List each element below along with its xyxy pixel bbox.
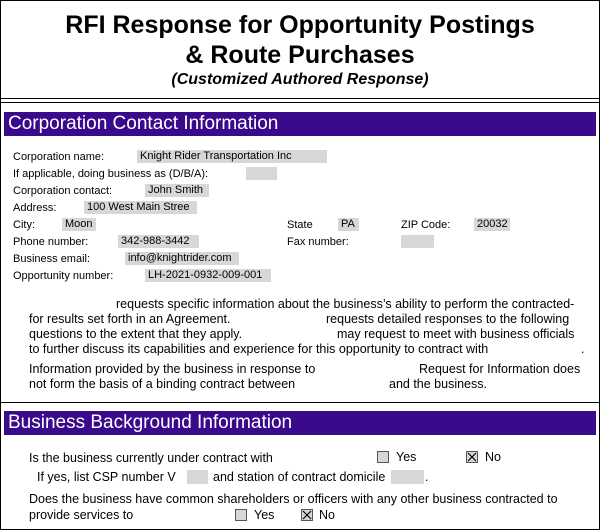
disclaimer-line-1a: Information provided by the business in response to xyxy=(29,362,316,376)
info-paragraph-line-1: requests specific information about the business’s ability to perform the contracted- xyxy=(116,297,575,311)
contract-question: Is the business currently under contract with xyxy=(29,451,273,465)
zip-field[interactable]: 20032 xyxy=(474,218,510,231)
form-title-line-2: & Route Purchases xyxy=(185,41,415,69)
csp-line-period: . xyxy=(425,470,429,484)
opportunity-label: Opportunity number: xyxy=(13,270,114,282)
info-paragraph-line-2b: requests detailed responses to the following xyxy=(326,312,570,326)
email-label: Business email: xyxy=(13,253,91,265)
info-paragraph-line-4a: to further discuss its capabilities and experience for this opportunity to contract with xyxy=(29,342,489,356)
corp-name-field[interactable]: Knight Rider Transportation Inc xyxy=(137,150,327,163)
contract-yes-label: Yes xyxy=(396,450,417,464)
contract-yes-checkbox[interactable] xyxy=(377,451,389,463)
phone-field[interactable]: 342-988-3442 xyxy=(118,235,199,248)
email-field[interactable]: info@knightrider.com xyxy=(125,252,239,265)
dba-field[interactable] xyxy=(246,167,277,180)
dba-label: If applicable, doing business as (D/B/A): xyxy=(13,168,209,180)
city-field[interactable]: Moon xyxy=(62,218,96,231)
phone-label: Phone number: xyxy=(13,236,89,248)
shareholders-yes-label: Yes xyxy=(254,508,275,522)
disclaimer-line-2a: not form the basis of a binding contract between xyxy=(29,377,296,391)
shareholders-yes-checkbox[interactable] xyxy=(235,509,247,521)
info-paragraph-line-2a: for results set forth in an Agreement. xyxy=(29,312,231,326)
corp-contact-label: Corporation contact: xyxy=(13,185,113,197)
disclaimer-line-2b: and the business. xyxy=(389,377,487,391)
opportunity-field[interactable]: LH-2021-0932-009-001 xyxy=(145,269,271,282)
section-divider xyxy=(1,402,599,403)
fax-field[interactable] xyxy=(401,235,434,248)
contract-no-label: No xyxy=(485,450,501,464)
state-label: State xyxy=(287,219,313,231)
station-domicile-field[interactable] xyxy=(391,470,424,484)
shareholders-no-checkbox[interactable] xyxy=(301,509,313,521)
fax-label: Fax number: xyxy=(287,236,349,248)
section-header-background: Business Background Information xyxy=(4,411,596,435)
info-paragraph-line-3b: may request to meet with business officials xyxy=(337,327,575,341)
header-divider-bottom xyxy=(1,102,599,103)
corp-name-label: Corporation name: xyxy=(13,151,105,163)
section-header-contact: Corporation Contact Information xyxy=(4,112,596,136)
header-divider-top xyxy=(1,98,599,99)
zip-label: ZIP Code: xyxy=(401,219,451,231)
check-x-icon xyxy=(467,452,477,462)
info-paragraph-line-3a: questions to the extent that they apply. xyxy=(29,327,243,341)
shareholders-question-line-2: provide services to xyxy=(29,508,134,522)
contract-no-checkbox[interactable] xyxy=(466,451,478,463)
corp-contact-field[interactable]: John Smith xyxy=(145,184,209,197)
form-title-line-1: RFI Response for Opportunity Postings xyxy=(65,11,535,39)
form-subtitle: (Customized Authored Response) xyxy=(171,71,429,88)
shareholders-question-line-1: Does the business have common shareholders or officers with any other business contracted to xyxy=(29,492,558,506)
city-label: City: xyxy=(13,219,35,231)
state-field[interactable]: PA xyxy=(338,218,359,231)
address-field[interactable]: 100 West Main Stree xyxy=(84,201,197,214)
address-label: Address: xyxy=(13,202,57,214)
info-paragraph-line-4b: . xyxy=(581,342,585,356)
shareholders-blank xyxy=(134,509,230,523)
disclaimer-line-1b: Request for Information does xyxy=(419,362,581,376)
csp-number-prompt: If yes, list CSP number V xyxy=(37,470,176,484)
check-x-icon xyxy=(302,510,312,520)
shareholders-no-label: No xyxy=(319,508,335,522)
station-domicile-prompt: and station of contract domicile xyxy=(213,470,386,484)
csp-number-field[interactable] xyxy=(187,470,208,484)
